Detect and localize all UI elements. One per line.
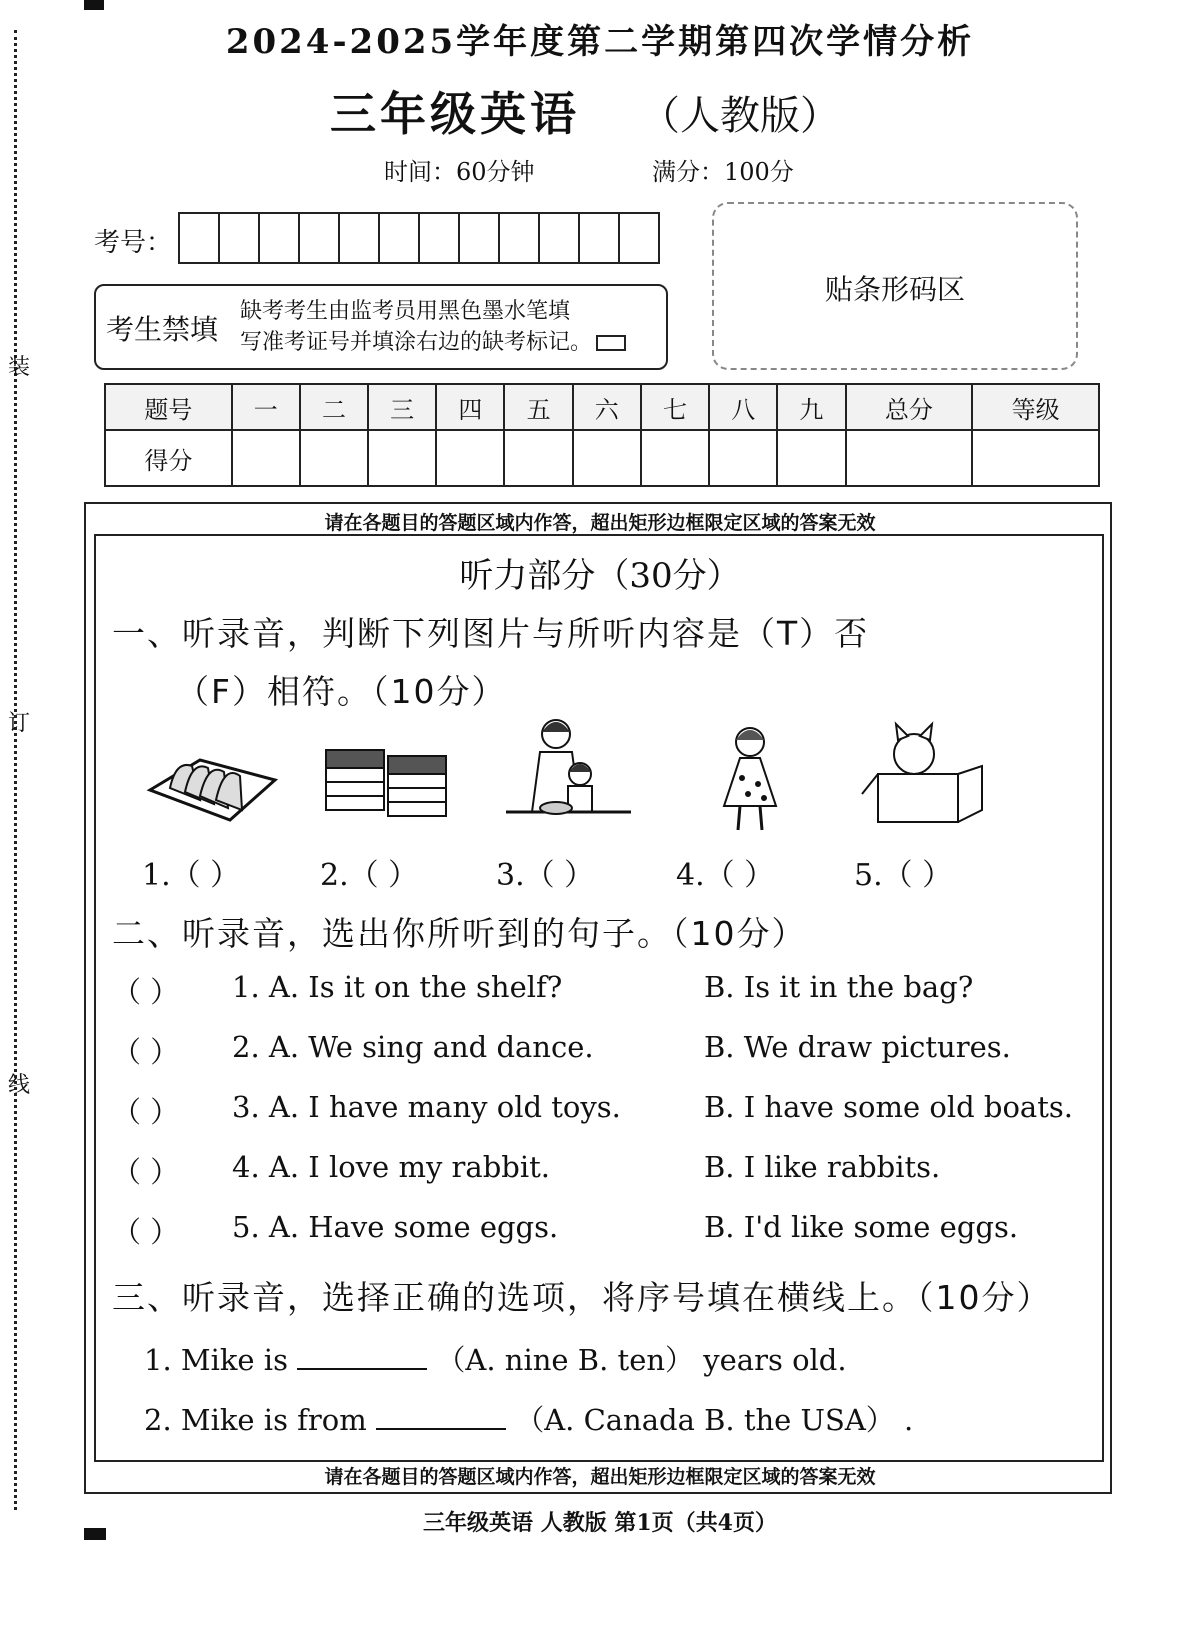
score-cell[interactable] (232, 430, 300, 486)
part3-item-options: （A. Canada B. the USA） (515, 1403, 895, 1437)
score-header-cell: 八 (709, 384, 777, 430)
score-header-cell: 五 (504, 384, 572, 430)
part2-option-a: 3. A. I have many old toys. (232, 1090, 621, 1124)
part3-answer-blank[interactable] (297, 1344, 427, 1370)
score-header-cell: 六 (573, 384, 641, 430)
part1-answer-4[interactable]: 4.（ ） (676, 858, 775, 893)
score-cell[interactable] (504, 430, 572, 486)
score-cell[interactable] (436, 430, 504, 486)
part2-option-a: 1. A. Is it on the shelf? (232, 970, 563, 1004)
exam-number-box[interactable] (180, 214, 220, 262)
registration-mark-top (84, 0, 104, 10)
part3-item-suffix: . (904, 1403, 914, 1437)
score-row-label: 得分 (105, 430, 232, 486)
part3-item-2 (144, 1398, 913, 1439)
exam-number-box[interactable] (500, 214, 540, 262)
part1-title-line1: 一、听录音，判断下列图片与所听内容是（T）否 (112, 614, 870, 653)
doll-picture (688, 722, 828, 842)
absent-notice-text (240, 296, 626, 358)
part1-answer-5[interactable]: 5.（ ） (854, 858, 953, 893)
score-table-header-row (105, 384, 1099, 430)
part1-answer-1[interactable]: 1.（ ） (142, 858, 241, 893)
exam-number-box[interactable] (420, 214, 460, 262)
absent-notice-line1: 缺考考生由监考员用黑色墨水笔填 (240, 299, 571, 324)
absent-notice-box (94, 284, 668, 370)
score-header-cell: 一 (232, 384, 300, 430)
score-header-cell: 九 (777, 384, 845, 430)
absent-notice-line2: 写准考证号并填涂右边的缺考标记。 (240, 330, 593, 355)
score-header-cell: 总分 (846, 384, 973, 430)
part2-option-b: B. I have some old boats. (704, 1090, 1073, 1124)
score-header-cell: 题号 (105, 384, 232, 430)
score-cell[interactable] (846, 430, 973, 486)
barcode-area (712, 202, 1078, 370)
part2-title: 二、听录音，选出你所听到的句子。（10分） (112, 914, 807, 953)
part2-option-a: 4. A. I love my rabbit. (232, 1150, 550, 1184)
exam-number-label: 考号： (94, 228, 173, 258)
score-header-cell: 等级 (972, 384, 1099, 430)
barcode-area-label: 贴条形码区 (824, 273, 965, 306)
score-table-row (105, 430, 1099, 486)
part2-answer-paren[interactable]: （ ） (112, 1215, 180, 1249)
exam-number-boxes[interactable] (178, 212, 660, 264)
part2-answer-paren[interactable]: （ ） (112, 975, 180, 1009)
bread-picture (140, 720, 280, 840)
edition-label: （人教版） (640, 93, 840, 139)
exam-number-box[interactable] (580, 214, 620, 262)
part2-option-b: B. Is it in the bag? (704, 970, 974, 1004)
binding-dotted-line (14, 30, 17, 1510)
score-cell[interactable] (641, 430, 709, 486)
mother-child-cooking-picture (496, 712, 636, 832)
part2-answer-paren[interactable]: （ ） (112, 1095, 180, 1129)
answer-area-warning-bottom: 请在各题目的答题区域内作答，超出矩形边框限定区域的答案无效 (324, 1466, 876, 1488)
exam-number-box[interactable] (380, 214, 420, 262)
part3-answer-blank[interactable] (376, 1404, 506, 1430)
exam-number-box[interactable] (540, 214, 580, 262)
exam-number-box[interactable] (260, 214, 300, 262)
exam-number-box[interactable] (340, 214, 380, 262)
part3-title: 三、听录音，选择正确的选项，将序号填在横线上。（10分） (112, 1278, 1052, 1317)
score-header-cell: 七 (641, 384, 709, 430)
exam-number-box[interactable] (220, 214, 260, 262)
part2-answer-paren[interactable]: （ ） (112, 1155, 180, 1189)
part2-option-b: B. We draw pictures. (704, 1030, 1011, 1064)
exam-number-box[interactable] (460, 214, 500, 262)
part3-item-1 (144, 1338, 847, 1379)
score-cell[interactable] (709, 430, 777, 486)
part3-item-options: （A. nine B. ten） (436, 1343, 695, 1377)
answer-area-warning-top: 请在各题目的答题区域内作答，超出矩形边框限定区域的答案无效 (324, 512, 876, 534)
score-cell[interactable] (972, 430, 1099, 486)
part1-answer-2[interactable]: 2.（ ） (320, 858, 419, 893)
exam-number-box[interactable] (620, 214, 658, 262)
exam-number-box[interactable] (300, 214, 340, 262)
exam-time: 时间：60分钟 (384, 158, 535, 186)
part2-option-b: B. I like rabbits. (704, 1150, 941, 1184)
binding-char-ding: 订 (8, 711, 31, 736)
binding-char-zhuang: 装 (8, 355, 31, 380)
part2-answer-paren[interactable]: （ ） (112, 1035, 180, 1069)
score-cell[interactable] (777, 430, 845, 486)
absent-mark-checkbox[interactable] (596, 335, 626, 351)
score-cell[interactable] (368, 430, 436, 486)
full-score: 满分：100分 (652, 158, 794, 186)
listening-section-heading: 听力部分（30分） (459, 556, 741, 596)
absent-notice-label: 考生禁填 (106, 313, 219, 346)
score-cell[interactable] (300, 430, 368, 486)
part3-item-suffix: years old. (703, 1343, 847, 1377)
part3-item-prefix: 1. Mike is (144, 1343, 288, 1377)
score-header-cell: 二 (300, 384, 368, 430)
part1-title-line2: （F）相符。（10分） (176, 672, 507, 711)
part1-answer-3[interactable]: 3.（ ） (496, 858, 595, 893)
score-header-cell: 四 (436, 384, 504, 430)
score-header-cell: 三 (368, 384, 436, 430)
cat-in-box-picture (858, 718, 998, 838)
exam-title: 2024-2025学年度第二学期第四次学情分析 (225, 22, 975, 62)
part2-option-b: B. I'd like some eggs. (704, 1210, 1019, 1244)
page-footer: 三年级英语 人教版 第1页（共4页） (423, 1510, 777, 1536)
score-cell[interactable] (573, 430, 641, 486)
subject-title: 三年级英语 (330, 87, 580, 141)
binding-char-xian: 线 (8, 1073, 31, 1098)
books-picture (318, 720, 458, 840)
part3-item-prefix: 2. Mike is from (144, 1403, 367, 1437)
part2-option-a: 5. A. Have some eggs. (232, 1210, 559, 1244)
part2-option-a: 2. A. We sing and dance. (232, 1030, 594, 1064)
score-table (104, 383, 1100, 487)
